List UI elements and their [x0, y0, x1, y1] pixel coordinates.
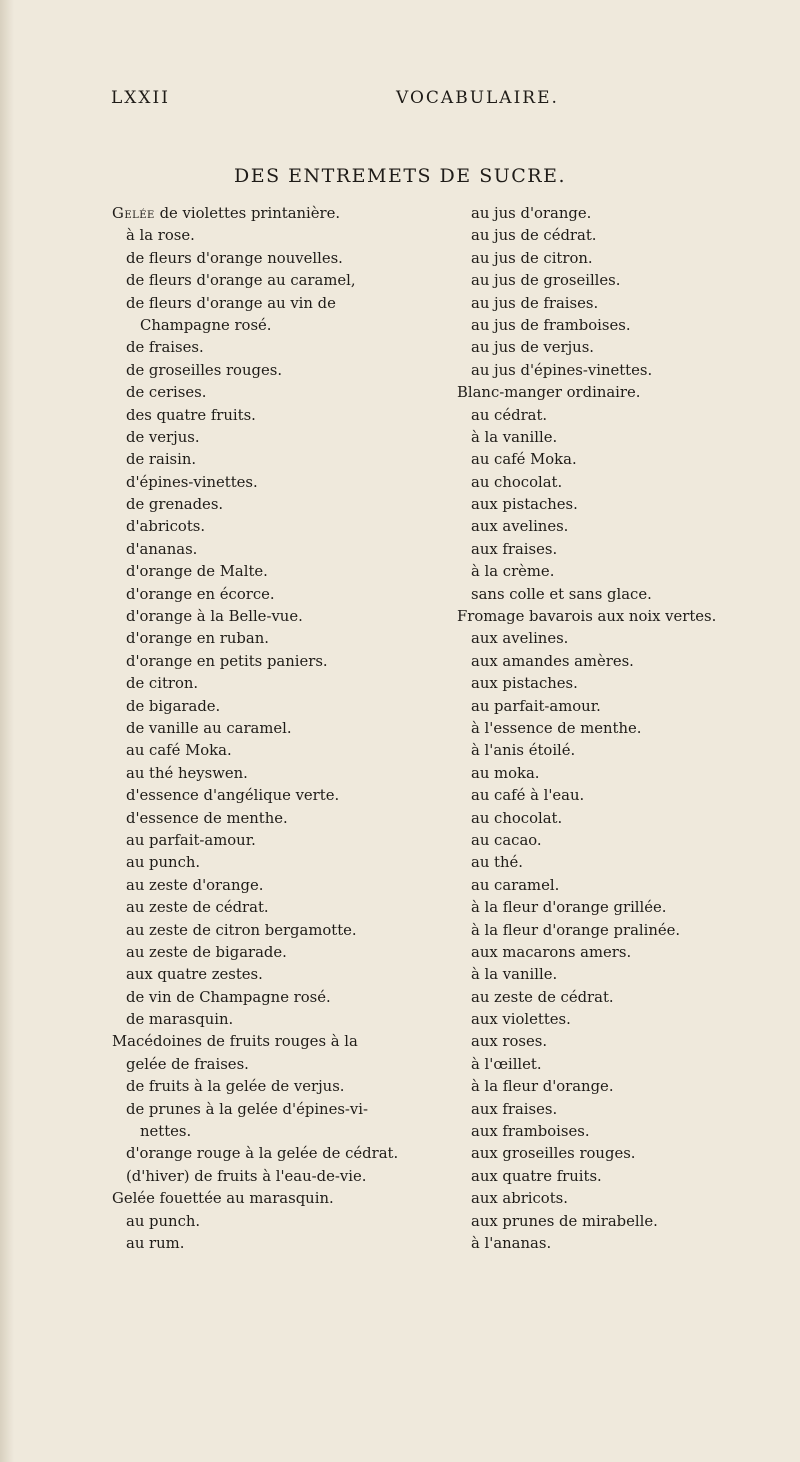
entry-head-word: Gelée — [112, 205, 155, 222]
entry-text: d'orange à la Belle-vue. — [126, 608, 303, 626]
vocabulary-entry — [457, 830, 800, 852]
entry-text: au thé. — [471, 854, 523, 872]
entry-text: aux macarons amers. — [471, 943, 632, 961]
entry-text: de violettes printanière. — [154, 205, 341, 222]
entry-text: aux quatre fruits. — [471, 1167, 602, 1185]
vocabulary-entry — [457, 606, 800, 628]
entry-text: à la fleur d'orange pralinée. — [471, 921, 681, 939]
entry-text: aux pistaches. — [471, 496, 578, 514]
vocabulary-entry — [112, 248, 467, 270]
vocabulary-entry — [457, 1166, 800, 1188]
vocabulary-entry — [112, 360, 467, 382]
vocabulary-entry — [457, 1076, 800, 1098]
vocabulary-entry — [112, 472, 467, 494]
vocabulary-entry — [457, 360, 800, 382]
entry-text: de prunes à la gelée d'épines-vi- — [126, 1100, 369, 1118]
vocabulary-entry — [457, 1188, 800, 1210]
entry-text: au thé heyswen. — [126, 764, 248, 782]
vocabulary-entry — [112, 718, 467, 740]
vocabulary-entry — [112, 808, 467, 830]
vocabulary-entry — [457, 628, 800, 650]
page-number: LXXII — [111, 88, 170, 108]
entry-text: à l'ananas. — [471, 1234, 552, 1252]
vocabulary-entry — [112, 203, 467, 225]
vocabulary-entry — [112, 852, 467, 874]
right-column — [457, 203, 800, 1255]
entry-text: de fleurs d'orange nouvelles. — [126, 249, 343, 267]
entry-text: au jus de cédrat. — [471, 227, 597, 245]
vocabulary-entry — [112, 920, 467, 942]
entry-text: aux fraises. — [471, 540, 558, 558]
vocabulary-entry — [457, 203, 800, 225]
entry-text: d'orange rouge à la gelée de cédrat. — [126, 1145, 399, 1163]
entry-text: aux fraises. — [471, 1100, 558, 1118]
vocabulary-entry — [457, 494, 800, 516]
entry-text: de verjus. — [126, 428, 200, 446]
vocabulary-entry — [112, 516, 467, 538]
vocabulary-entry — [457, 427, 800, 449]
entry-text: d'orange en ruban. — [126, 630, 269, 648]
vocabulary-entry — [457, 852, 800, 874]
vocabulary-entry — [112, 897, 467, 919]
entry-text: aux abricots. — [471, 1190, 568, 1208]
entry-text: au jus d'épines-vinettes. — [471, 361, 653, 379]
entry-text: au café Moka. — [471, 451, 577, 469]
vocabulary-entry — [457, 472, 800, 494]
vocabulary-entry — [457, 584, 800, 606]
entry-text: (d'hiver) de fruits à l'eau-de-vie. — [126, 1167, 367, 1185]
entry-text: Blanc-manger ordinaire. — [457, 384, 641, 402]
entry-text: de groseilles rouges. — [126, 361, 283, 379]
vocabulary-entry — [112, 539, 467, 561]
vocabulary-entry — [112, 1188, 467, 1210]
entry-text: à la fleur d'orange grillée. — [471, 899, 667, 917]
vocabulary-entry — [457, 673, 800, 695]
entry-text: de bigarade. — [126, 697, 221, 715]
vocabulary-entry — [112, 1099, 467, 1121]
vocabulary-entry — [112, 1166, 467, 1188]
vocabulary-entry — [457, 270, 800, 292]
entry-text: au caramel. — [471, 876, 560, 894]
entry-text: nettes. — [140, 1123, 192, 1141]
vocabulary-entry — [112, 382, 467, 404]
entry-text: de marasquin. — [126, 1011, 234, 1029]
entry-text: de vin de Champagne rosé. — [126, 988, 331, 1006]
entry-text: aux prunes de mirabelle. — [471, 1212, 658, 1230]
entry-text: au zeste de cédrat. — [126, 899, 269, 917]
vocabulary-entry — [112, 987, 467, 1009]
entry-text: au zeste de bigarade. — [126, 943, 287, 961]
entry-text: au parfait-amour. — [471, 697, 601, 715]
entry-text: de fleurs d'orange au vin de — [126, 294, 336, 312]
entry-text: aux avelines. — [471, 630, 569, 648]
entry-text: aux violettes. — [471, 1011, 571, 1029]
entry-text: aux pistaches. — [471, 675, 578, 693]
entry-text: aux roses. — [471, 1033, 548, 1051]
entry-text: à la fleur d'orange. — [471, 1078, 614, 1096]
vocabulary-entry — [457, 293, 800, 315]
vocabulary-entry — [457, 1009, 800, 1031]
entry-text: aux avelines. — [471, 518, 569, 536]
vocabulary-entry — [112, 1121, 467, 1143]
entry-text: au zeste d'orange. — [126, 876, 264, 894]
vocabulary-entry — [112, 1143, 467, 1165]
vocabulary-entry — [457, 225, 800, 247]
entry-text: au rum. — [126, 1234, 185, 1252]
entry-text: au jus de verjus. — [471, 339, 595, 357]
entry-text: au zeste de cédrat. — [471, 988, 614, 1006]
entry-text: au chocolat. — [471, 809, 563, 827]
entry-text: d'orange en écorce. — [126, 585, 275, 603]
entry-text: à l'essence de menthe. — [471, 719, 642, 737]
entry-text: de grenades. — [126, 496, 224, 514]
vocabulary-entry — [457, 516, 800, 538]
page-header — [0, 88, 800, 118]
vocabulary-entry — [457, 1031, 800, 1053]
vocabulary-entry — [112, 673, 467, 695]
entry-text: d'essence d'angélique verte. — [126, 787, 340, 805]
section-title: DES ENTREMETS DE SUCRE. — [234, 165, 566, 187]
entry-text: d'abricots. — [126, 518, 206, 536]
entry-text: au zeste de citron bergamotte. — [126, 921, 357, 939]
entry-text: de fruits à la gelée de verjus. — [126, 1078, 345, 1096]
vocabulary-entry — [112, 964, 467, 986]
vocabulary-entry — [457, 785, 800, 807]
vocabulary-entry — [112, 942, 467, 964]
entry-text: au moka. — [471, 764, 540, 782]
vocabulary-entry — [112, 1233, 467, 1255]
entry-text: Fromage bavarois aux noix vertes. — [457, 608, 717, 626]
vocabulary-entry — [112, 293, 467, 315]
entry-text: au cacao. — [471, 831, 542, 849]
vocabulary-entry — [112, 494, 467, 516]
entry-text: d'épines-vinettes. — [126, 473, 258, 491]
vocabulary-entry — [457, 897, 800, 919]
vocabulary-entry — [112, 875, 467, 897]
entry-text: aux framboises. — [471, 1123, 590, 1141]
vocabulary-entry — [457, 561, 800, 583]
entry-text: au jus de framboises. — [471, 316, 631, 334]
vocabulary-entry — [112, 785, 467, 807]
entry-text: de fleurs d'orange au caramel, — [126, 272, 356, 290]
vocabulary-entry — [457, 1054, 800, 1076]
vocabulary-entry — [457, 740, 800, 762]
entry-text: à la vanille. — [471, 428, 558, 446]
entry-text: à l'œillet. — [471, 1055, 542, 1073]
vocabulary-entry — [457, 1121, 800, 1143]
vocabulary-entry — [457, 808, 800, 830]
entry-text: au jus de groseilles. — [471, 272, 621, 290]
entry-text: au jus de citron. — [471, 249, 593, 267]
vocabulary-entry — [457, 248, 800, 270]
entry-text: Champagne rosé. — [140, 316, 272, 334]
vocabulary-entry — [457, 696, 800, 718]
vocabulary-entry — [457, 942, 800, 964]
vocabulary-entry — [457, 1099, 800, 1121]
entry-text: au cédrat. — [471, 406, 548, 424]
vocabulary-entry — [457, 763, 800, 785]
vocabulary-entry — [457, 405, 800, 427]
vocabulary-entry — [112, 628, 467, 650]
entry-text: à la crème. — [471, 563, 555, 581]
page-edge-shadow — [0, 0, 14, 1462]
running-head: VOCABULAIRE. — [396, 88, 559, 108]
vocabulary-entry — [457, 382, 800, 404]
entry-text: au jus d'orange. — [471, 205, 592, 222]
vocabulary-entry — [112, 337, 467, 359]
entry-text: d'essence de menthe. — [126, 809, 288, 827]
vocabulary-entry — [457, 964, 800, 986]
entry-text: gelée de fraises. — [126, 1055, 249, 1073]
entry-text: de vanille au caramel. — [126, 719, 292, 737]
entry-text: aux amandes amères. — [471, 652, 634, 670]
vocabulary-entry — [457, 651, 800, 673]
entry-text: au jus de fraises. — [471, 294, 599, 312]
vocabulary-entry — [112, 1009, 467, 1031]
vocabulary-entry — [112, 606, 467, 628]
vocabulary-entry — [112, 1076, 467, 1098]
vocabulary-entry — [112, 315, 467, 337]
vocabulary-entry — [112, 1031, 467, 1053]
entry-text: de raisin. — [126, 451, 197, 469]
vocabulary-entry — [112, 740, 467, 762]
entry-text: au punch. — [126, 854, 201, 872]
entry-text: de fraises. — [126, 339, 204, 357]
entry-text: de cerises. — [126, 384, 207, 402]
entry-text: sans colle et sans glace. — [471, 585, 652, 603]
vocabulary-entry — [112, 1054, 467, 1076]
entry-text: à la rose. — [126, 227, 195, 245]
vocabulary-entry — [457, 875, 800, 897]
vocabulary-entry — [112, 427, 467, 449]
entry-text: au café à l'eau. — [471, 787, 585, 805]
vocabulary-entry — [112, 830, 467, 852]
vocabulary-entry — [457, 449, 800, 471]
entry-text: aux quatre zestes. — [126, 966, 263, 984]
entry-text: au chocolat. — [471, 473, 563, 491]
vocabulary-entry — [112, 584, 467, 606]
vocabulary-entry — [112, 270, 467, 292]
entry-text: à l'anis étoilé. — [471, 742, 576, 760]
entry-text: au parfait-amour. — [126, 831, 256, 849]
vocabulary-entry — [112, 651, 467, 673]
entry-text: aux groseilles rouges. — [471, 1145, 636, 1163]
vocabulary-entry — [112, 696, 467, 718]
vocabulary-entry — [457, 315, 800, 337]
vocabulary-entry — [457, 1143, 800, 1165]
entry-text: d'orange en petits paniers. — [126, 652, 328, 670]
entry-text: au café Moka. — [126, 742, 232, 760]
vocabulary-entry — [112, 225, 467, 247]
entry-text: au punch. — [126, 1212, 201, 1230]
vocabulary-entry — [457, 1211, 800, 1233]
vocabulary-entry — [457, 920, 800, 942]
entry-text: Macédoines de fruits rouges à la — [112, 1033, 358, 1051]
vocabulary-entry — [457, 539, 800, 561]
vocabulary-entry — [457, 1233, 800, 1255]
entry-text: à la vanille. — [471, 966, 558, 984]
vocabulary-entry — [112, 405, 467, 427]
entry-text: de citron. — [126, 675, 199, 693]
vocabulary-entry — [457, 337, 800, 359]
vocabulary-entry — [112, 449, 467, 471]
entry-text: Gelée fouettée au marasquin. — [112, 1190, 334, 1208]
vocabulary-entry — [457, 987, 800, 1009]
entry-text: d'orange de Malte. — [126, 563, 268, 581]
vocabulary-entry — [112, 561, 467, 583]
vocabulary-entry — [112, 763, 467, 785]
vocabulary-entry — [457, 718, 800, 740]
entry-text: d'ananas. — [126, 540, 198, 558]
vocabulary-entry — [112, 1211, 467, 1233]
left-column — [112, 203, 467, 1255]
entry-text: des quatre fruits. — [126, 406, 256, 424]
